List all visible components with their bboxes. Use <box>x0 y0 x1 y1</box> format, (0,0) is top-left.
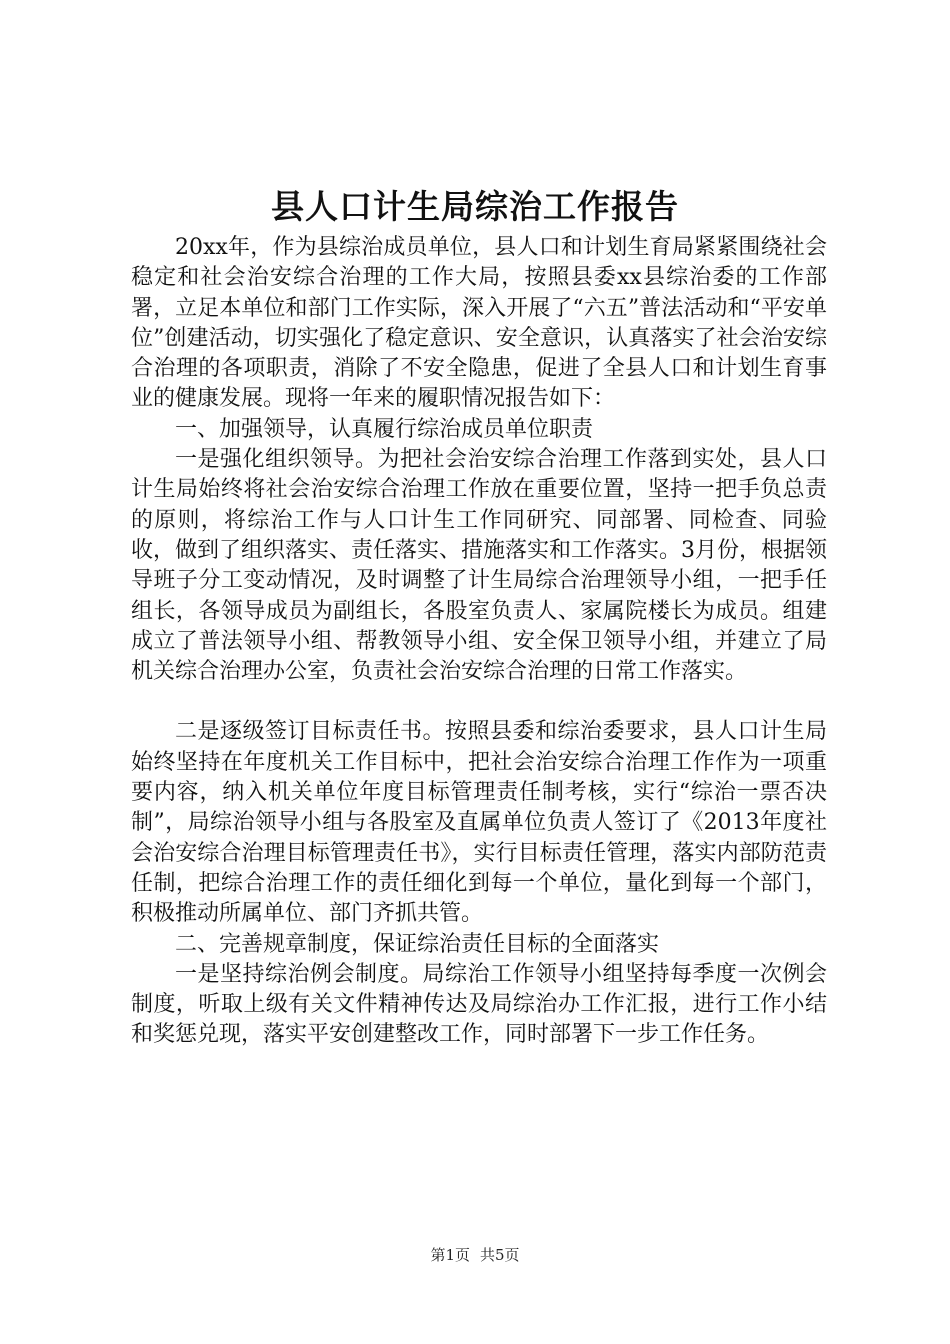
document-body <box>131 233 827 1051</box>
paragraph-responsibility-letters: 二是逐级签订目标责任书。按照县委和综治委要求，县人口计生局始终坚持在年度机关工作目标中，把社会治安综合治理工作作为一项重要内容，纳入机关单位年度目标管理责任制考核，实行“综治一票否决制”，局综治领导小组与各股室及直属单位负责人签订了《2013年度社会治安综合治理目标管理责任书》，实行目标责任管理，落实内部防范责任制，把综合治理工作的责任细化到每一个单位，量化到每一个部门，积极推动所属单位、部门齐抓共管。 <box>131 719 827 927</box>
intro-paragraph: 20xx年，作为县综治成员单位，县人口和计划生育局紧紧围绕社会稳定和社会治安综合治理的工作大局，按照县委xx县综治委的工作部署，立足本单位和部门工作实际，深入开展了“六五”普法活动和“平安单位”创建活动，切实强化了稳定意识、安全意识，认真落实了社会治安综合治理的各项职责，消除了不安全隐患，促进了全县人口和计划生育事业的健康发展。现将一年来的履职情况报告如下： <box>131 235 827 412</box>
paragraph-organization-leadership: 一是强化组织领导。为把社会治安综合治理工作落到实处，县人口计生局始终将社会治安综合治理工作放在重要位置，坚持一把手负总责的原则，将综治工作与人口计生工作同研究、同部署、同检查、同验收，做到了组织落实、责任落实、措施落实和工作落实。3月份，根据领导班子分工变动情况，及时调整了计生局综合治理领导小组，一把手任组长，各领导成员为副组长，各股室负责人、家属院楼长为成员。组建成立了普法领导小组、帮教领导小组、安全保卫领导小组，并建立了局机关综合治理办公室，负责社会治安综合治理的日常工作落实。 <box>131 447 827 685</box>
section-heading-2: 二、完善规章制度，保证综治责任目标的全面落实 <box>175 931 660 957</box>
document-title: 县人口计生局综治工作报告 <box>271 187 679 226</box>
paragraph-regular-meetings: 一是坚持综治例会制度。局综治工作领导小组坚持每季度一次例会制度，听取上级有关文件精神传达及局综治办工作汇报，进行工作小结和奖惩兑现，落实平安创建整改工作，同时部署下一步工作任务。 <box>131 961 827 1048</box>
page-footer <box>0 1243 950 1267</box>
page-number: 第1页 <box>430 1246 470 1264</box>
page-total: 共5页 <box>480 1246 520 1264</box>
section-heading-1: 一、加强领导，认真履行综治成员单位职责 <box>175 416 594 442</box>
